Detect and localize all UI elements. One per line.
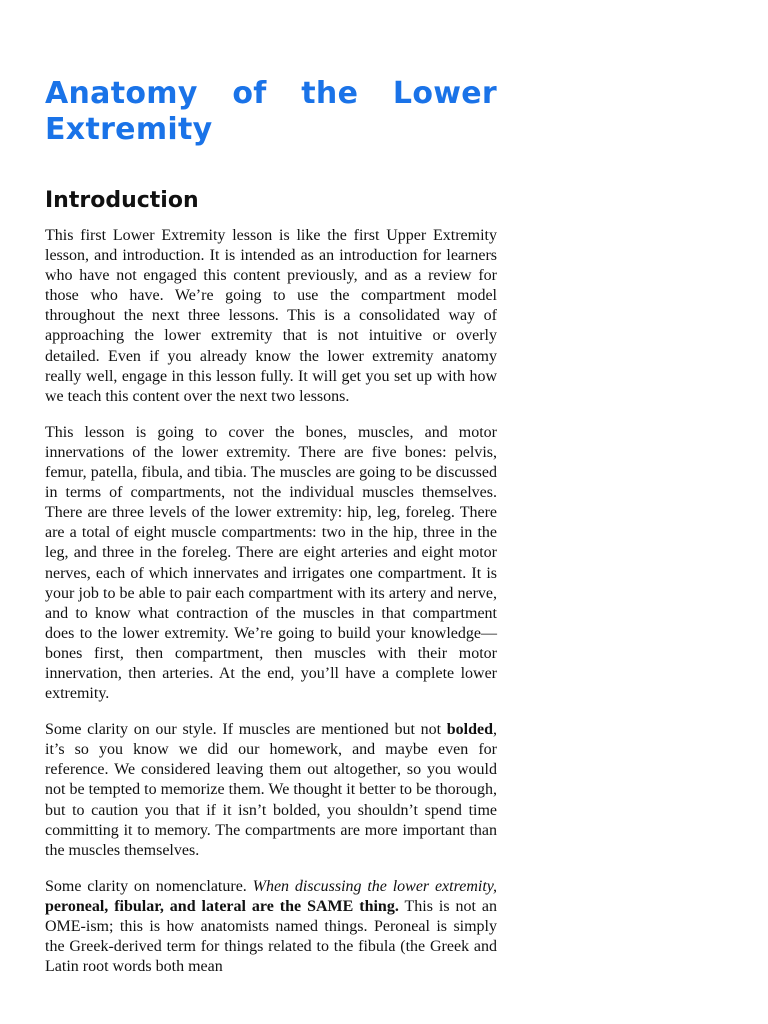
nomenclature-bold-phrase: peroneal, fibular, and lateral are the SAME thing. — [45, 897, 399, 915]
section-heading-introduction: Introduction — [45, 188, 199, 213]
style-note-bold-term: bolded — [446, 721, 493, 739]
style-note-text-start: Some clarity on our style. If muscles are mentioned but not — [45, 721, 447, 739]
style-note-text-end: , it’s so you know we did our homework, and maybe even for reference. We considered leaving them out altogether, so you would not be tempted to memorize them. We thought it better to be thorough, but to caution you that if it isn’t bolded, you shouldn’t spend time committing it to memory. The compartments are more important than the muscles themselves. — [45, 721, 497, 859]
paragraph-overview: This first Lower Extremity lesson is like the first Upper Extremity lesson, and introduction. It is intended as an introduction for learners who have not engaged this content previously, and as a review for those who have. We’re going to use the compartment model throughout the next three lessons. This is a consolidated way of approaching the lower extremity that is not intuitive or overly detailed. Even if you already know the lower extremity anatomy really well, engage in this lesson fully. It will get you set up with how we teach this content over the next two lessons. — [45, 227, 497, 405]
document-page — [45, 76, 497, 993]
document-title: Anatomy of the Lower Extremity — [45, 76, 497, 147]
nomenclature-text-end: This is not an OME-ism; this is how anatomists named things. Peroneal is simply the Greek-derived term for things related to the fibula (the Greek and Latin root words both mean — [45, 897, 498, 976]
nomenclature-italic-phrase: When discussing the lower extremity, — [252, 877, 497, 895]
paragraph-lesson-scope: This lesson is going to cover the bones, muscles, and motor innervations of the lower extremity. There are five bones: pelvis, femur, patella, fibula, and tibia. The muscles are going to be discussed in terms of compartments, not the individual muscles themselves. There are three levels of the lower extremity: hip, leg, foreleg. There are a total of eight muscle compartments: two in the hip, three in the leg, and three in the foreleg. There are eight arteries and eight motor nerves, each of which innervates and irrigates one compartment. It is your job to be able to pair each compartment with its artery and nerve, and to know what contraction of the muscles in that compartment does to the lower extremity. We’re going to build your knowledge—bones first, then compartment, then muscles with their motor innervation, then arteries. At the end, you’ll have a complete lower extremity. — [45, 423, 497, 703]
paragraph-style-note — [45, 720, 497, 861]
paragraph-nomenclature-note — [45, 877, 497, 977]
nomenclature-text-start: Some clarity on nomenclature. — [45, 877, 253, 895]
